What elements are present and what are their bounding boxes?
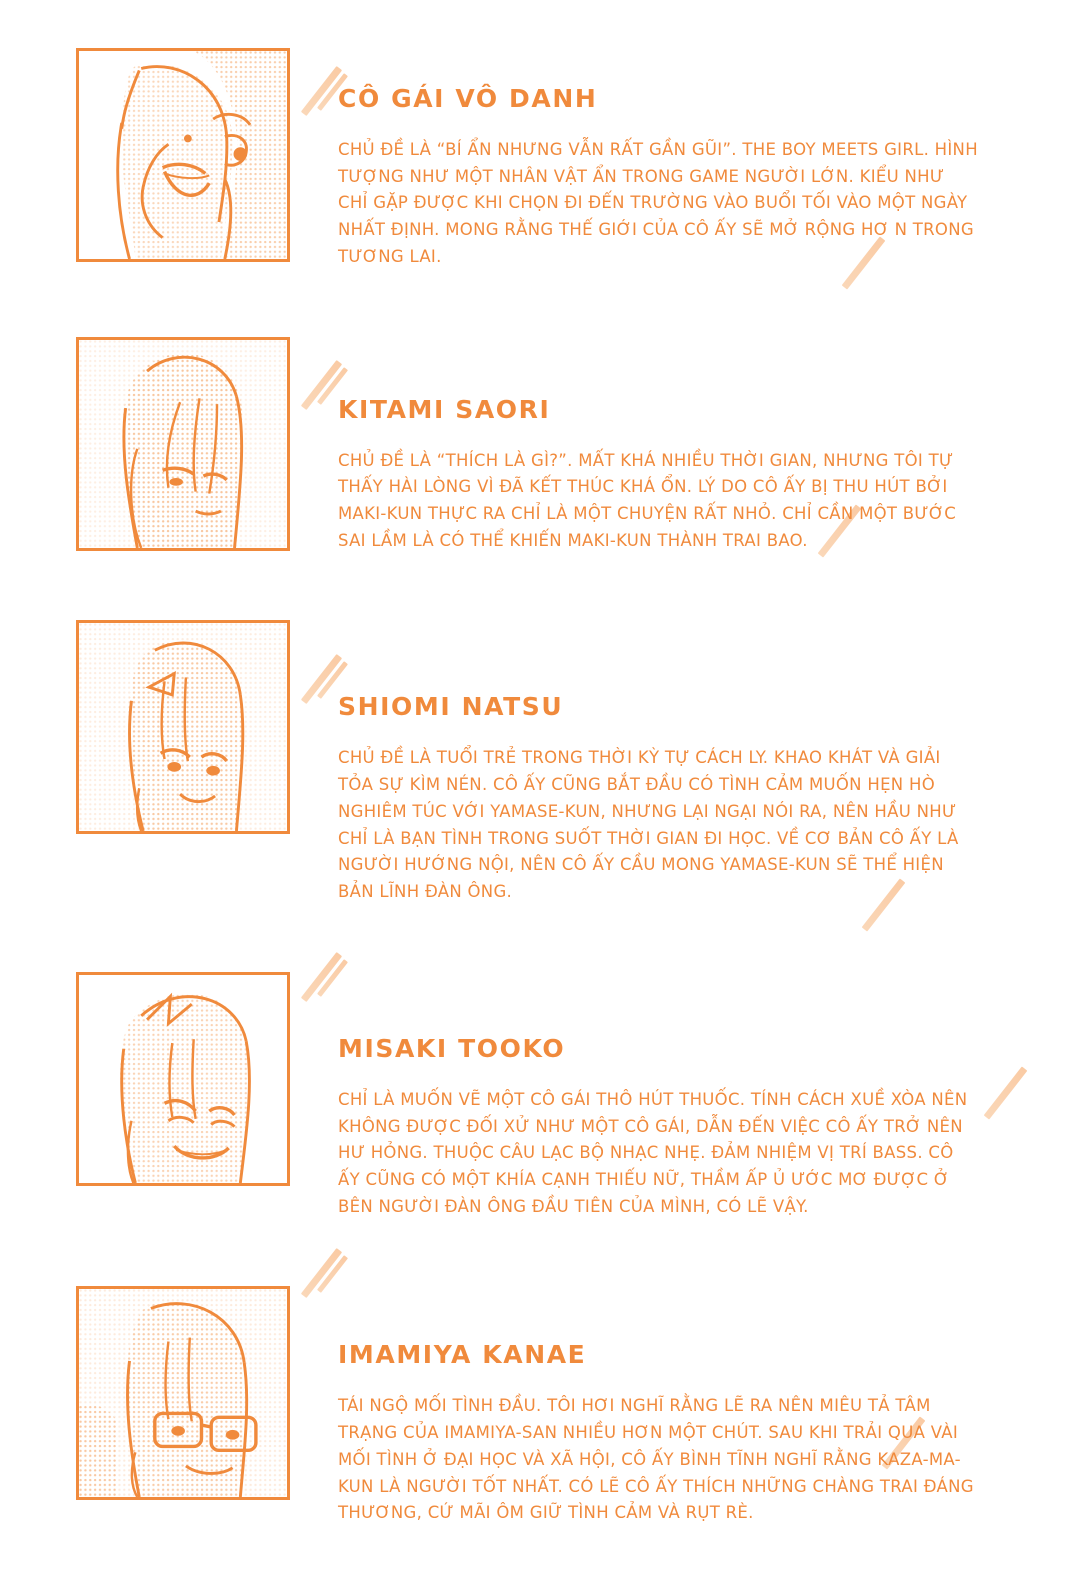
character-name: KITAMI SAORI — [338, 394, 551, 424]
character-text-column — [338, 48, 978, 271]
character-entry — [0, 1286, 1080, 1527]
character-portrait — [76, 972, 290, 1186]
character-entry — [0, 48, 1080, 271]
character-text-column — [338, 1286, 978, 1527]
character-entry — [0, 337, 1080, 555]
portrait-wrapper — [76, 620, 292, 834]
character-portrait — [76, 337, 290, 551]
character-description: TÁI NGỘ MỐI TÌNH ĐẦU. TÔI HƠI NGHĨ RẰNG LẼ RA NÊN MIÊU TẢ TÂM TRẠNG CỦA IMAMIYA-SAN NHIỀU HƠN MỘT CHÚT. SAU KHI TRẢI QUA VÀI MỐI TÌNH Ở ĐẠI HỌC VÀ XÃ HỘI, CÔ ẤY BÌNH TĨNH NGHĨ RẰNG KAZA-MA-KUN LÀ NGƯỜI TỐT NHẤT. CÓ LẼ CÔ ẤY THÍCH NHỮNG CHÀNG TRAI ĐÁNG THƯƠNG, CỨ MÃI ÔM GIỮ TÌNH CẢM VÀ RỤT RÈ. — [338, 1396, 974, 1523]
portrait-wrapper — [76, 972, 292, 1186]
portrait-wrapper — [76, 1286, 292, 1500]
character-description: CHỦ ĐỀ LÀ TUỔI TRẺ TRONG THỜI KỲ TỰ CÁCH LY. KHAO KHÁT VÀ GIẢI TỎA SỰ KÌM NÉN. CÔ ẤY CŨNG BẮT ĐẦU CÓ TÌNH CẢM MUỐN HẸN HÒ NGHIÊM TÚC VỚI YAMASE-KUN, NHƯNG LẠI NGẠI NÓI RA, NÊN HẦU NHƯ CHỈ LÀ BẠN TÌNH TRONG SUỐT THỜI GIAN ĐI HỌC. VỀ CƠ BẢN CÔ ẤY LÀ NGƯỜI HƯỚNG NỘI, NÊN CÔ ẤY CẦU MONG YAMASE-KUN SẼ THỂ HIỆN BẢN LĨNH ĐÀN ÔNG. — [338, 748, 959, 902]
character-portrait — [76, 48, 290, 262]
character-portrait — [76, 1286, 290, 1500]
character-description: CHỦ ĐỀ LÀ “BÍ ẨN NHƯNG VẪN RẤT GẦN GŨI”. THE BOY MEETS GIRL. HÌNH TƯỢNG NHƯ MỘT NHÂN VẬT ẨN TRONG GAME NGƯỜI LỚN. KIỂU NHƯ CHỈ GẶP ĐƯỢC KHI CHỌN ĐI ĐẾN TRƯỜNG VÀO BUỔI TỐI VÀO MỘT NGÀY NHẤT ĐỊNH. MONG RẰNG THẾ GIỚI CỦA CÔ ẤY SẼ MỞ RỘNG HƠ N TRONG TƯƠNG LAI. — [338, 140, 978, 266]
character-name: CÔ GÁI VÔ DANH — [338, 84, 598, 113]
character-text-column — [338, 972, 978, 1221]
character-text-column — [338, 620, 978, 905]
portrait-wrapper — [76, 48, 292, 262]
portrait-wrapper — [76, 337, 292, 551]
character-name: IMAMIYA KANAE — [338, 1340, 587, 1370]
character-name: SHIOMI NATSU — [338, 692, 564, 722]
character-name: MISAKI TOOKO — [338, 1033, 566, 1063]
character-entry-list — [0, 48, 1080, 1593]
character-description: CHỦ ĐỀ LÀ “THÍCH LÀ GÌ?”. MẤT KHÁ NHIỀU THỜI GIAN, NHƯNG TÔI TỰ THẤY HÀI LÒNG VÌ ĐÃ KẾT THÚC KHÁ ỔN. LÝ DO CÔ ẤY BỊ THU HÚT BỞI MAKI-KUN THỰC RA CHỈ LÀ MỘT CHUYỆN RẤT NHỎ. CHỈ CẦN MỘT BƯỚC SAI LẦM LÀ CÓ THỂ KHIẾN MAKI-KUN THÀNH TRAI BAO. — [338, 450, 957, 550]
character-entry — [0, 620, 1080, 905]
character-entry — [0, 972, 1080, 1221]
character-description: CHỈ LÀ MUỐN VẼ MỘT CÔ GÁI THÔ HÚT THUỐC. TÍNH CÁCH XUỀ XÒA NÊN KHÔNG ĐƯỢC ĐỐI XỬ NHƯ MỘT CÔ GÁI, DẪN ĐẾN VIỆC CÔ ẤY TRỞ NÊN HƯ HỎNG. THUỘC CÂU LẠC BỘ NHẠC NHẸ. ĐẢM NHIỆM VỊ TRÍ BASS. CÔ ẤY CŨNG CÓ MỘT KHÍA CẠNH THIẾU NỮ, THẦM ẤP Ủ ƯỚC MƠ ĐƯỢC Ở BÊN NGƯỜI ĐÀN ÔNG ĐẦU TIÊN CỦA MÌNH, CÓ LẼ VẬY. — [338, 1089, 968, 1216]
character-text-column — [338, 337, 978, 555]
character-portrait — [76, 620, 290, 834]
